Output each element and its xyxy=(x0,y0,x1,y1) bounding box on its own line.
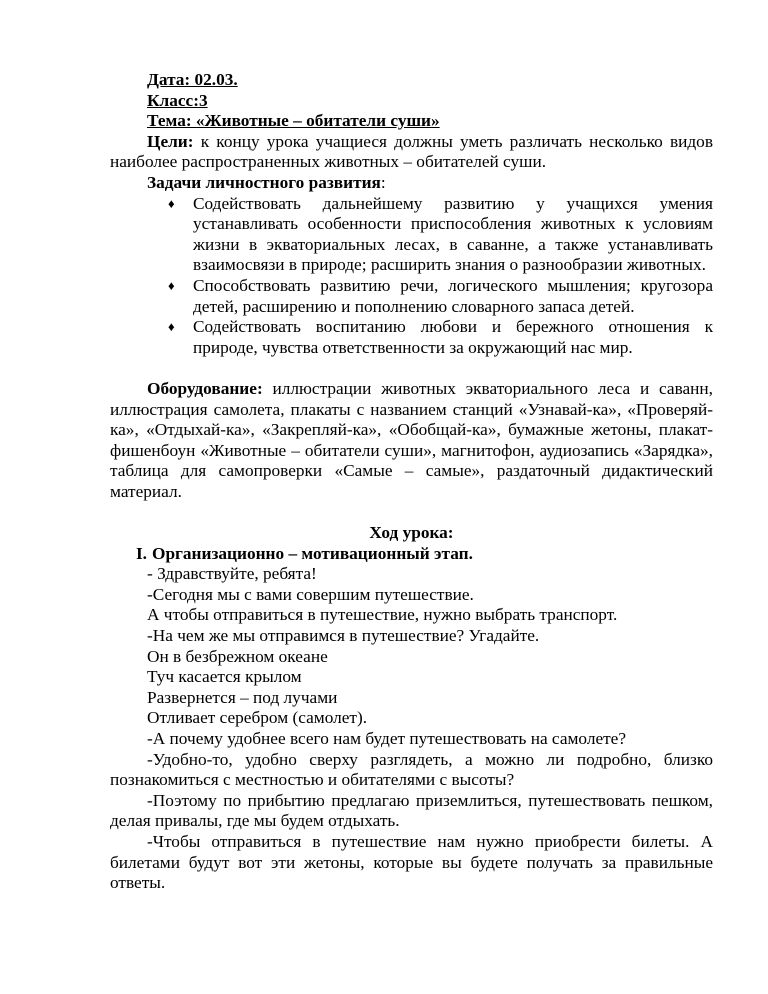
section-number: I. xyxy=(135,543,147,563)
spacer xyxy=(110,358,713,379)
tasks-heading xyxy=(147,173,713,194)
equipment-label: Оборудование: xyxy=(147,378,263,398)
dialogue-paragraph: -Поэтому по прибытию предлагаю приземлиться, путешествовать пешком, делая привалы, где мы будем отдыхать. xyxy=(110,790,713,831)
dialogue-line: - Здравствуйте, ребята! xyxy=(147,564,317,584)
list-item: ♦ Содействовать дальнейшему развитию у учащихся умения устанавливать особенности приспособления животных к условиям жизни в экваториальных лесах, в саванне, а также устанавливать взаимосвязи в природе; расширить знания о разнообразии животных. xyxy=(168,193,713,275)
tasks-list xyxy=(110,194,713,359)
goals-label: Цели: xyxy=(147,131,194,151)
lesson-date: Дата: 02.03. xyxy=(147,70,238,89)
dialogue-line: -А почему удобнее всего нам будет путешествовать на самолете? xyxy=(147,729,627,748)
diamond-bullet-icon: ♦ xyxy=(168,277,175,293)
lesson-class: Класс:3 xyxy=(147,90,208,110)
lesson-progress-title: Ход урока: xyxy=(369,523,454,543)
goals-text: к концу урока учащиеся должны уметь различать несколько видов наиболее распространенных животных – обитателей суши. xyxy=(110,131,713,172)
riddle-line: Отливает серебром (самолет). xyxy=(147,708,368,728)
dialogue-line: -На чем же мы отправимся в путешествие? Угадайте. xyxy=(147,626,540,646)
goals-paragraph xyxy=(110,132,713,173)
diamond-bullet-icon: ♦ xyxy=(168,195,175,211)
document-page xyxy=(110,70,713,894)
list-item: ♦ Способствовать развитию речи, логического мышления; кругозора детей, расширению и пополнению словарного запаса детей. xyxy=(168,275,713,316)
section-heading xyxy=(110,544,713,565)
lesson-topic: Тема: «Животные – обитатели суши» xyxy=(147,111,440,131)
dialogue-line: А чтобы отправиться в путешествие, нужно выбрать транспорт. xyxy=(147,605,618,625)
tasks-colon: : xyxy=(380,172,386,192)
dialogue-paragraph: -Чтобы отправиться в путешествие нам нужно приобрести билеты. А билетами будут вот эти жетоны, которые вы будете получать за правильные ответы. xyxy=(110,831,713,893)
riddle-line: Он в безбрежном океане xyxy=(147,646,328,666)
dialogue-paragraph: -Удобно-то, удобно сверху разглядеть, а можно ли подробно, близко познакомиться с местностью и обитателями с высоты? xyxy=(110,749,713,790)
dialogue-line: -Сегодня мы с вами совершим путешествие. xyxy=(147,584,474,604)
spacer xyxy=(110,502,713,523)
equipment-paragraph xyxy=(110,379,713,503)
diamond-bullet-icon: ♦ xyxy=(168,319,175,335)
tasks-label: Задачи личностного развития xyxy=(147,172,381,192)
riddle-line: Туч касается крылом xyxy=(147,667,302,687)
section-title: Организационно – мотивационный этап. xyxy=(152,543,473,563)
list-item: ♦ Содействовать воспитанию любови и бережного отношения к природе, чувства ответственности за окружающий нас мир. xyxy=(168,317,713,357)
equipment-text: иллюстрации животных экваториального леса и саванн, иллюстрация самолета, плакаты с названием станций «Узнавай-ка», «Проверяй-ка», «Отдыхай-ка», «Закрепляй-ка», «Обобщай-ка», бумажные жетоны, плакат-фишенбоун «Животные – обитатели суши», магнитофон, аудиозапись «Зарядка», таблица для самопроверки «Самые – самые», раздаточный дидактический материал. xyxy=(110,378,713,501)
riddle-line: Развернется – под лучами xyxy=(147,687,338,707)
